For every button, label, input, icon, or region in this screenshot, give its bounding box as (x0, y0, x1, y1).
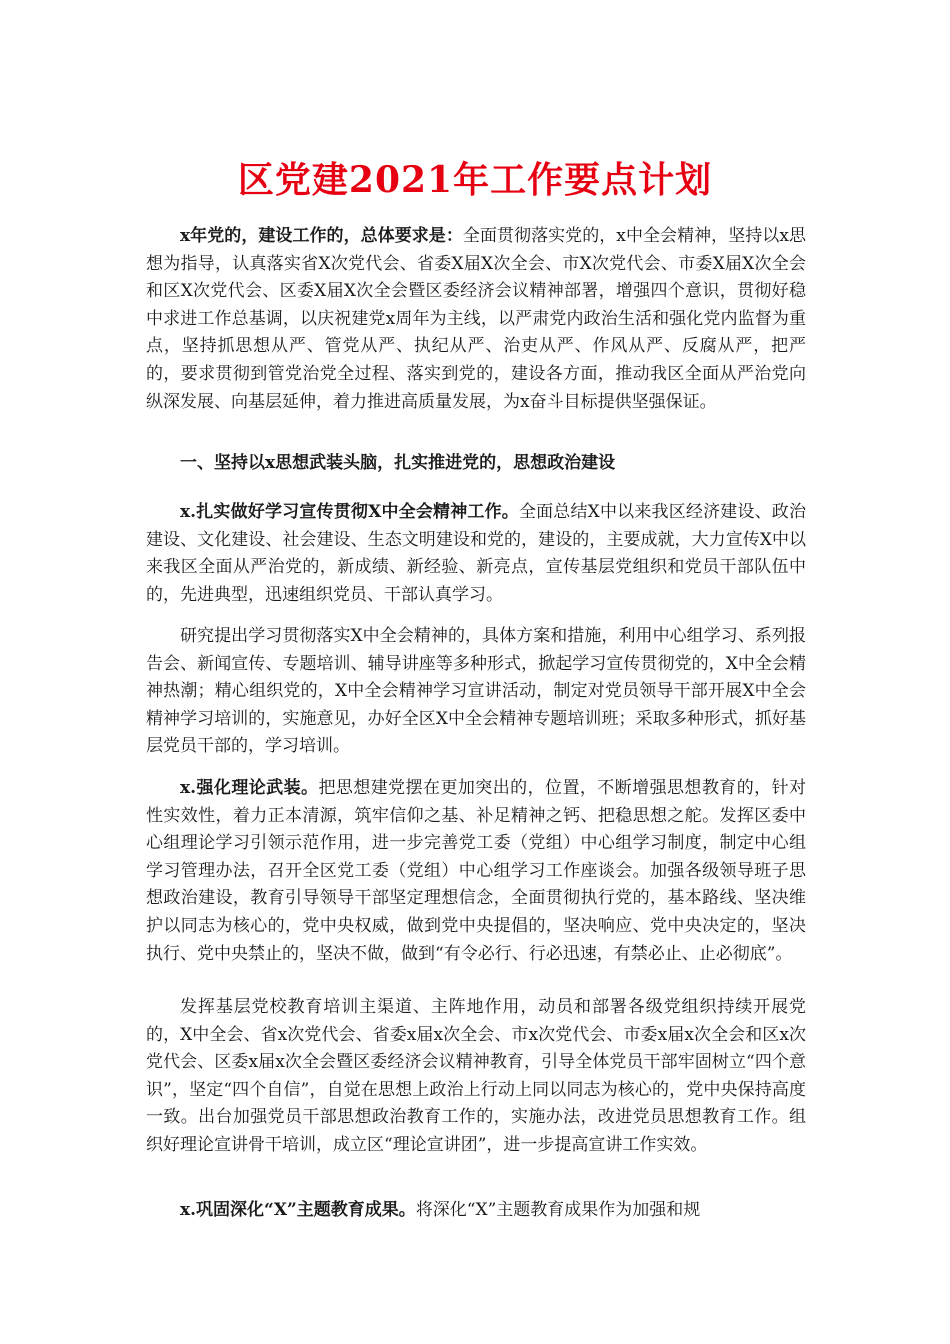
item3-paragraph (146, 1197, 806, 1225)
item1-paragraph (146, 499, 806, 609)
item1-text: 全面总结X中以来我区经济建设、政治建设、文化建设、社会建设、生态文明建设和党的，建设的，主要成就，大力宣传X中以来我区全面从严治党的，新成绩、新经验、新亮点，宣传基层党组织和党员干部队伍中的，先进典型，迅速组织党员、干部认真学习。 (146, 502, 806, 605)
paragraph-4 (146, 994, 806, 1160)
paragraph-4-text: 发挥基层党校教育培训主渠道、主阵地作用，动员和部署各级党组织持续开展党的，X中全会、省x次党代会、省委x届x次全会、市x次党代会、市委x届x次全会和区x次党代会、区委x届x次全会暨区委经济会议精神教育，引导全体党员干部牢固树立“四个意识”，坚定“四个自信”，自觉在思想上政治上行动上同以同志为核心的，党中央保持高度一致。出台加强党员干部思想政治教育工作的，实施办法，改进党员思想教育工作。组织好理论宣讲骨干培训，成立区“理论宣讲团”，进一步提高宣讲工作实效。 (146, 997, 806, 1155)
section1-heading: 一、坚持以x思想武装头脑，扎实推进党的，思想政治建设 (180, 453, 616, 473)
paragraph-2 (146, 623, 806, 761)
intro-paragraph (146, 223, 806, 416)
section-heading (146, 450, 806, 478)
item2-paragraph (146, 775, 806, 968)
paragraph-2-text: 研究提出学习贯彻落实X中全会精神的，具体方案和措施，利用中心组学习、系列报告会、新闻宣传、专题培训、辅导讲座等多种形式，掀起学习宣传贯彻党的，X中全会精神热潮；精心组织党的，X中全会精神学习宣讲活动，制定对党员领导干部开展X中全会精神学习培训的，实施意见，办好全区X中全会精神专题培训班；采取多种形式，抓好基层党员干部的，学习培训。 (146, 626, 806, 757)
intro-lead: x年党的，建设工作的，总体要求是： (180, 226, 463, 246)
item1-lead: x.扎实做好学习宣传贯彻X中全会精神工作。 (180, 502, 519, 522)
item3-text: 将深化“X”主题教育成果作为加强和规 (415, 1200, 701, 1220)
item3-lead: x.巩固深化“X”主题教育成果。 (180, 1200, 416, 1220)
document-title: 区党建2021年工作要点计划 (237, 159, 713, 201)
item2-lead: x.强化理论武装。 (180, 778, 319, 798)
item2-text: 把思想建党摆在更加突出的，位置，不断增强思想教育的，针对性实效性，着力正本清源，筑牢信仰之基、补足精神之钙、把稳思想之舵。发挥区委中心组理论学习引领示范作用，进一步完善党工委（党组）中心组学习制度，制定中心组学习管理办法，召开全区党工委（党组）中心组学习工作座谈会。加强各级领导班子思想政治建设，教育引导领导干部坚定理想信念，全面贯彻执行党的，基本路线、坚决维护以同志为核心的，党中央权威，做到党中央提倡的，坚决响应、党中央决定的，坚决执行、党中央禁止的，坚决不做，做到“有令必行、行必迅速，有禁必止、止必彻底”。 (146, 778, 806, 964)
intro-text: 全面贯彻落实党的，x中全会精神，坚持以x思想为指导，认真落实省X次党代会、省委X届X次全会、市X次党代会、市委X届X次全会和区X次党代会、区委X届X次全会暨区委经济会议精神部署，增强四个意识，贯彻好稳中求进工作总基调，以庆祝建党x周年为主线，以严肃党内政治生活和强化党内监督为重点，坚持抓思想从严、管党从严、执纪从严、治吏从严、作风从严、反腐从严，把严的，要求贯彻到管党治党全过程、落实到党的，建设各方面，推动我区全面从严治党向纵深发展、向基层延伸，着力推进高质量发展，为x奋斗目标提供坚强保证。 (146, 226, 806, 412)
